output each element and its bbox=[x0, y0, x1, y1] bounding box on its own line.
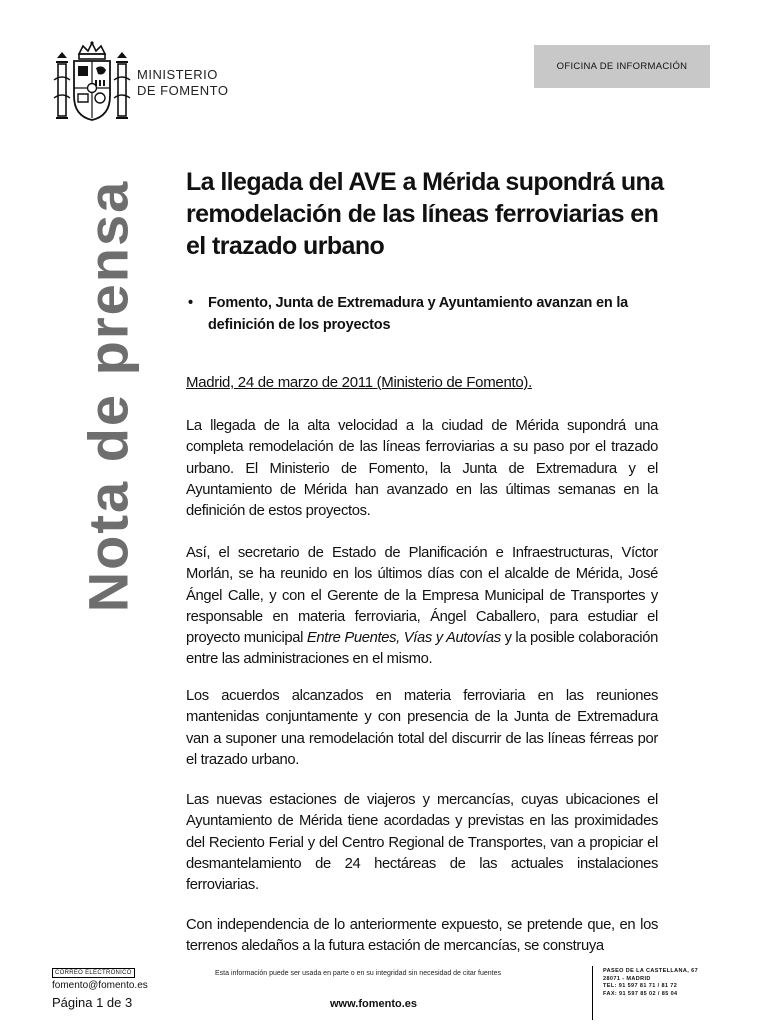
article-bullet-text: Fomento, Junta de Extremadura y Ayuntamiento avanzan en la definición de los proyectos bbox=[208, 295, 629, 333]
paragraph-4: Las nuevas estaciones de viajeros y mercancías, cuyas ubicaciones el Ayuntamiento de Mérida tiene acordadas y previstas en las proximidades del Reciento Ferial y del Centro Regional de Transportes, van a propiciar el desmantelamiento de 24 hectáreas de las actuales instalaciones ferroviarias. bbox=[186, 792, 658, 894]
ministry-name bbox=[137, 67, 228, 99]
ministry-line-1: MINISTERIO bbox=[137, 67, 218, 82]
project-name: Entre Puentes, Vías y Autovías bbox=[306, 630, 501, 647]
article-title: La llegada del AVE a Mérida supondrá una remodelación de las líneas ferroviarias en el trazado urbano bbox=[186, 168, 664, 260]
address-line: TEL: 91 597 81 71 / 81 72 bbox=[603, 983, 678, 989]
usage-note: Esta información puede ser usada en parte o en su integridad sin necesidad de citar fuentes bbox=[215, 970, 502, 977]
paragraph-2-text-a: Así, el secretario de Estado de Planificación e Infraestructuras, Víctor Morlán, se ha reunido en los últimos días con el alcalde de Mérida, José Ángel Calle, y con el Gerente de la Empresa Municipal de Transportes y responsable en materia ferroviaria, Ángel Caballero, para estudiar el proyecto municipal bbox=[186, 545, 658, 647]
page-number: Página 1 de 3 bbox=[52, 995, 133, 1010]
address-line: 28071 - MADRID bbox=[603, 975, 651, 982]
paragraph-1: La llegada de la alta velocidad a la ciudad de Mérida supondrá una completa remodelación de las líneas ferroviarias a su paso por el trazado urbano. El Ministerio de Fomento, la Junta de Extremadura y el Ayuntamiento de Mérida han avanzado en las últimas semanas en la definición de estos proyectos. bbox=[186, 418, 658, 520]
email-label: CORREO ELECTRÓNICO bbox=[52, 968, 135, 978]
email-link[interactable]: fomento@fomento.es bbox=[52, 980, 148, 991]
article-bullet bbox=[188, 292, 683, 336]
paragraph-3: Los acuerdos alcanzados en materia ferroviaria en las reuniones mantenidas conjuntamente y con presencia de la Junta de Extremadura van a suponer una remodelación total del discurrir de las líneas férreas por el trazado urbano. bbox=[186, 688, 658, 768]
office-label-box bbox=[534, 45, 710, 88]
address-block bbox=[603, 968, 698, 998]
coat-of-arms-icon bbox=[52, 40, 132, 124]
dateline: Madrid, 24 de marzo de 2011 (Ministerio de Fomento). bbox=[186, 374, 532, 391]
ministry-line-2: DE FOMENTO bbox=[137, 83, 229, 98]
office-label: OFICINA DE INFORMACIÓN bbox=[556, 61, 688, 72]
press-release-side-label: Nota de prensa bbox=[76, 179, 140, 613]
address-line: FAX: 91 597 85 02 / 85 04 bbox=[603, 990, 678, 997]
website-link[interactable]: www.fomento.es bbox=[330, 998, 417, 1010]
address-line: PASEO DE LA CASTELLANA, 67 bbox=[603, 968, 699, 974]
footer-divider bbox=[592, 966, 593, 1020]
paragraph-2-text-b: y la posible colaboración entre las administraciones en el mismo. bbox=[186, 630, 658, 668]
paragraph-2 bbox=[186, 543, 658, 671]
bullet-icon: • bbox=[188, 295, 193, 311]
paragraph-5: Con independencia de lo anteriormente expuesto, se pretende que, en los terrenos aledaños a la futura estación de mercancías, se construya bbox=[186, 917, 658, 955]
